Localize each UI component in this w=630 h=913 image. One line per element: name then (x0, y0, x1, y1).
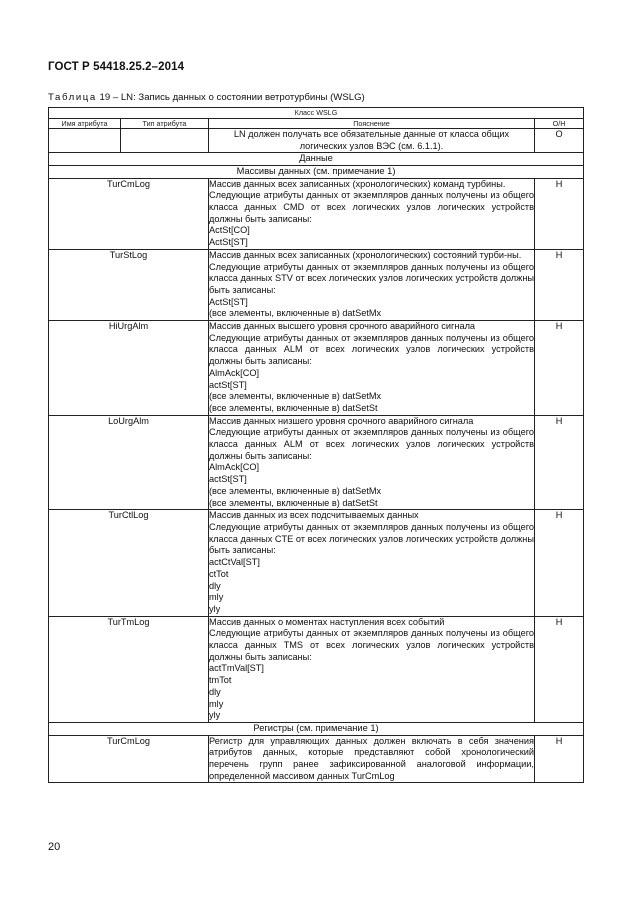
description-line: (все элементы, включенные в) datSetMx (209, 308, 382, 319)
section-data: Данные (49, 153, 584, 166)
description-line: ActSt[CO] (209, 225, 250, 236)
description-line: (все элементы, включенные в) datSetSt (209, 497, 378, 508)
description-line: (все элементы, включенные в) datSetMx (209, 485, 382, 496)
attr-description (209, 249, 535, 320)
class-title: Класс WSLG (49, 108, 584, 119)
attr-name: HiUrgAlm (49, 321, 209, 416)
attr-name: LoUrgAlm (49, 415, 209, 510)
attr-description (209, 178, 535, 249)
attr-oh: H (535, 178, 584, 249)
description-line: Следующие атрибуты данных от экземпляров данных получены из общего класса данных CTE от всех логических узлов логических устройств должны быть записаны: (209, 521, 534, 556)
attr-description (209, 616, 535, 722)
page-number: 20 (48, 841, 61, 853)
description-line: Следующие атрибуты данных от экземпляров данных получены из общего класса данных TMS от всех логических узлов логических устройств должны быть записаны: (209, 628, 534, 662)
inherited-empty-type (121, 129, 209, 153)
table-row (49, 321, 584, 416)
column-header-row (49, 118, 584, 129)
description-line: Следующие атрибуты данных от экземпляров данных получены из общего класса данных STV от всех логических узлов логических устройств должны быть записаны: (209, 261, 534, 295)
description-line: Следующие атрибуты данных от экземпляров данных получены из общего класса данных CMD от всех логических узлов логических устройств должны быть записаны: (209, 190, 534, 224)
attr-name: TurCmLog (49, 178, 209, 249)
table-caption (48, 92, 365, 103)
section-row-arrays (49, 166, 584, 179)
description-line: Следующие атрибуты данных от экземпляров данных получены из общего класса данных ALM от всех логических узлов логических устройств должны быть записаны: (209, 332, 534, 367)
col-header-description: Пояснение (209, 118, 535, 129)
inherited-oh: O (535, 129, 584, 153)
attr-description (209, 735, 535, 783)
description-line: actTmVal[ST] (209, 663, 264, 674)
class-title-row (49, 108, 584, 119)
table-row (49, 415, 584, 510)
standard-title: ГОСТ Р 54418.25.2–2014 (48, 61, 185, 73)
attr-name: TurStLog (49, 249, 209, 320)
attr-name: TurCmLog (49, 735, 209, 783)
attr-oh: H (535, 415, 584, 510)
attr-description (209, 510, 535, 616)
col-header-attr-name: Имя атрибута (49, 118, 121, 129)
description-line: actCtVal[ST] (209, 557, 260, 568)
description-line: yly (209, 710, 221, 721)
attr-oh: H (535, 510, 584, 616)
attr-description (209, 415, 535, 510)
table-row (49, 178, 584, 249)
description-line: actSt[ST] (209, 474, 247, 485)
attr-description (209, 321, 535, 416)
attr-oh: H (535, 249, 584, 320)
table-row (49, 510, 584, 616)
description-line: ActSt[ST] (209, 296, 248, 307)
description-line: Регистр для управляющих данных должен включать в себя значения атрибутов данных, которые представляют собой хронологический перечень групп ранее зафиксированной аналоговой информации, определенной массивом данных TurCmLog (209, 735, 534, 781)
description-line: (все элементы, включенные в) datSetMx (209, 391, 382, 402)
description-line: ActSt[ST] (209, 237, 248, 248)
inherited-row (49, 129, 584, 153)
section-row-data (49, 153, 584, 166)
section-registers: Регистры (см. примечание 1) (49, 722, 584, 735)
description-line: AlmAck[CO] (209, 462, 260, 473)
attr-oh: H (535, 321, 584, 416)
description-line: mly (209, 698, 224, 709)
description-line: Массив данных из всех подсчитываемых данных (209, 510, 419, 521)
section-arrays: Массивы данных (см. примечание 1) (49, 166, 584, 179)
description-line: Массив данных низшего уровня срочного аварийного сигнала (209, 415, 474, 426)
table-row (49, 249, 584, 320)
description-line: mly (209, 592, 224, 603)
description-line: Массив данных всех записанных (хронологических) состояний турби-ны. (209, 249, 522, 260)
description-line: dly (209, 686, 221, 697)
description-line: Следующие атрибуты данных от экземпляров данных получены из общего класса данных ALM от всех логических узлов логических устройств должны быть записаны: (209, 427, 534, 461)
wslg-table (48, 107, 584, 783)
table-caption-prefix: Таблица (48, 92, 97, 103)
col-header-oh: O/H (535, 118, 584, 129)
attr-name: TurCtlLog (49, 510, 209, 616)
description-line: (все элементы, включенные в) datSetSt (209, 402, 378, 413)
attr-oh: H (535, 735, 584, 783)
attr-name: TurTmLog (49, 616, 209, 722)
inherited-text: LN должен получать все обязательные данные от класса общих логических узлов ВЭС (см. 6.1.1). (209, 129, 535, 153)
description-line: Массив данных о моментах наступления всех событий (209, 616, 445, 627)
description-line: Массив данных высшего уровня срочного аварийного сигнала (209, 321, 476, 332)
description-line: actSt[ST] (209, 379, 247, 390)
description-line: AlmAck[CO] (209, 367, 260, 378)
inherited-empty-name (49, 129, 121, 153)
description-line: ctTot (209, 568, 229, 579)
table-caption-text: 19 – LN: Запись данных о состоянии ветротурбины (WSLG) (96, 92, 365, 103)
attr-oh: H (535, 616, 584, 722)
section-row-registers (49, 722, 584, 735)
description-line: Массив данных всех записанных (хронологических) команд турбины. (209, 178, 506, 189)
description-line: tmTot (209, 675, 232, 686)
description-line: dly (209, 580, 221, 591)
col-header-attr-type: Тип атрибута (121, 118, 209, 129)
description-line: yly (209, 603, 221, 614)
register-row (49, 735, 584, 783)
table-row (49, 616, 584, 722)
